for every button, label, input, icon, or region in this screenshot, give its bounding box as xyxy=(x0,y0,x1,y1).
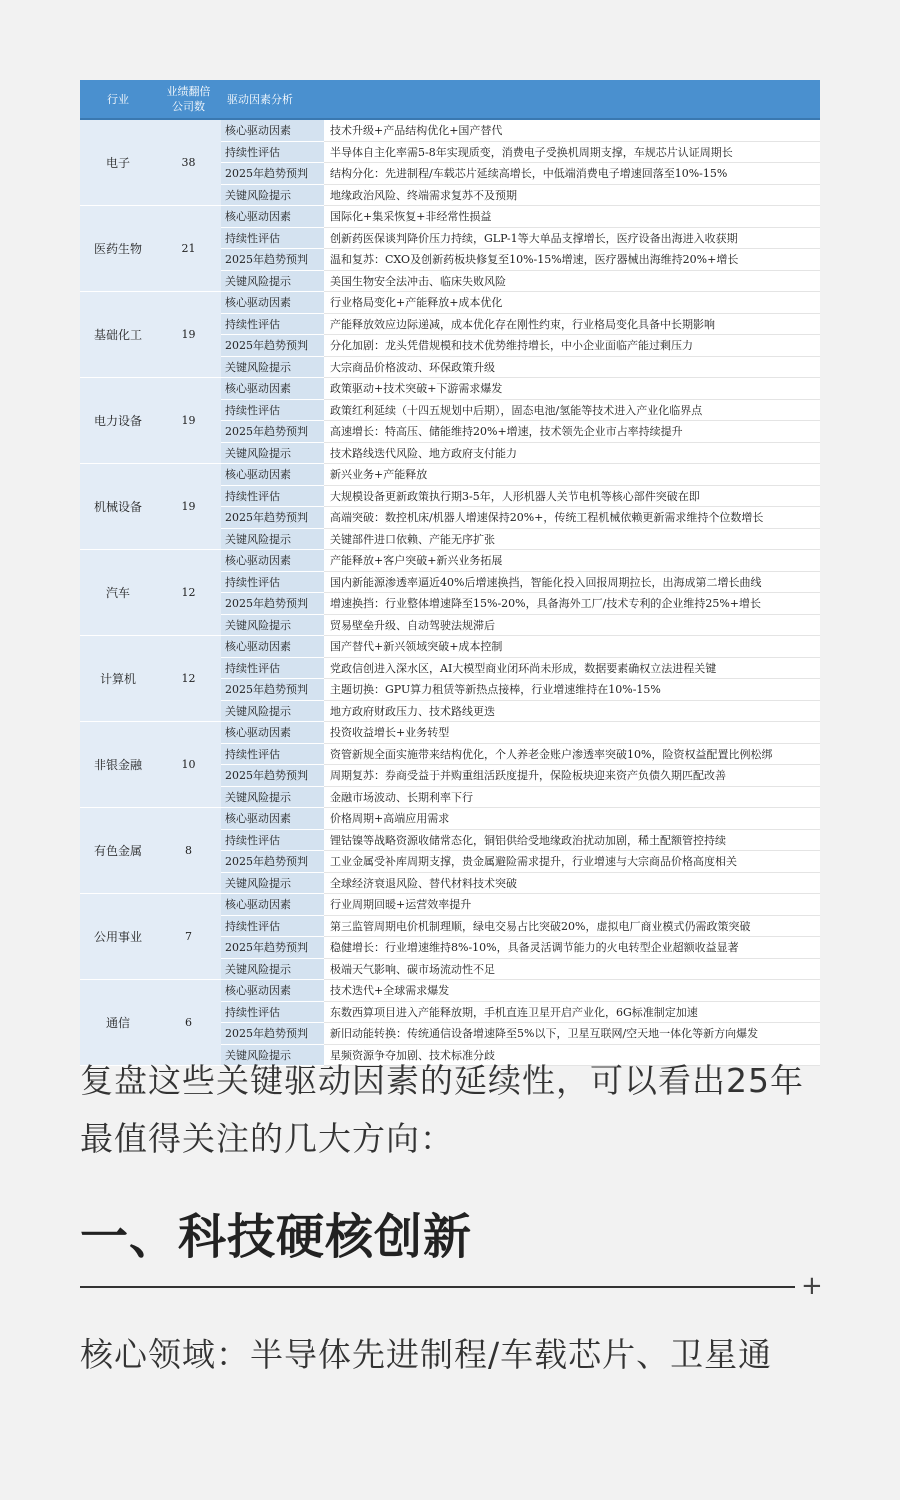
factor-label-cell: 2025年趋势预判 xyxy=(221,507,324,529)
factor-value-cell: 高速增长：特高压、储能维持20%+增速，技术领先企业市占率持续提升 xyxy=(324,421,820,443)
plus-icon: + xyxy=(801,1271,823,1301)
industry-cell: 电子 xyxy=(80,119,156,206)
factor-label-cell: 核心驱动因素 xyxy=(221,550,324,572)
table-row xyxy=(80,378,820,400)
driver-analysis-table xyxy=(80,80,820,1066)
header-count-line1: 业绩翻倍 xyxy=(166,85,211,98)
factor-label-cell: 2025年趋势预判 xyxy=(221,851,324,873)
factor-value-cell: 大规模设备更新政策执行期3-5年，人形机器人关节电机等核心部件突破在即 xyxy=(324,485,820,507)
table-row xyxy=(80,119,820,141)
factor-value-cell: 工业金属受补库周期支撑，贵金属避险需求提升，行业增速与大宗商品价格高度相关 xyxy=(324,851,820,873)
factor-value-cell: 产能释放+客户突破+新兴业务拓展 xyxy=(324,550,820,572)
factor-value-cell: 美国生物安全法冲击、临床失败风险 xyxy=(324,270,820,292)
factor-label-cell: 关键风险提示 xyxy=(221,700,324,722)
table-row xyxy=(80,722,820,744)
factor-label-cell: 持续性评估 xyxy=(221,743,324,765)
company-count-cell: 8 xyxy=(156,808,221,894)
factor-label-cell: 2025年趋势预判 xyxy=(221,335,324,357)
factor-label-cell: 持续性评估 xyxy=(221,571,324,593)
factor-label-cell: 持续性评估 xyxy=(221,227,324,249)
table-row xyxy=(80,808,820,830)
industry-cell: 机械设备 xyxy=(80,464,156,550)
factor-label-cell: 关键风险提示 xyxy=(221,528,324,550)
core-field-paragraph: 核心领域：半导体先进制程/车载芯片、卫星通 xyxy=(80,1335,773,1374)
factor-value-cell: 贸易壁垒升级、自动驾驶法规滞后 xyxy=(324,614,820,636)
industry-cell: 公用事业 xyxy=(80,894,156,980)
factor-label-cell: 核心驱动因素 xyxy=(221,980,324,1002)
factor-label-cell: 核心驱动因素 xyxy=(221,464,324,486)
factor-label-cell: 2025年趋势预判 xyxy=(221,1023,324,1045)
factor-label-cell: 2025年趋势预判 xyxy=(221,593,324,615)
factor-value-cell: 半导体自主化率需5-8年实现质变，消费电子受换机周期支撑，车规芯片认证周期长 xyxy=(324,141,820,163)
industry-cell: 电力设备 xyxy=(80,378,156,464)
factor-label-cell: 2025年趋势预判 xyxy=(221,249,324,271)
company-count-cell: 21 xyxy=(156,206,221,292)
header-industry: 行业 xyxy=(80,80,156,119)
company-count-cell: 12 xyxy=(156,550,221,636)
company-count-cell: 38 xyxy=(156,119,221,206)
factor-label-cell: 关键风险提示 xyxy=(221,614,324,636)
company-count-cell: 12 xyxy=(156,636,221,722)
factor-label-cell: 2025年趋势预判 xyxy=(221,679,324,701)
factor-label-cell: 关键风险提示 xyxy=(221,442,324,464)
factor-value-cell: 党政信创进入深水区，AI大模型商业闭环尚未形成，数据要素确权立法进程关键 xyxy=(324,657,820,679)
company-count-cell: 19 xyxy=(156,292,221,378)
company-count-cell: 10 xyxy=(156,722,221,808)
company-count-cell: 6 xyxy=(156,980,221,1066)
driver-analysis-table-image xyxy=(80,80,820,1062)
factor-value-cell: 周期复苏：券商受益于并购重组活跃度提升，保险板块迎来资产负债久期匹配改善 xyxy=(324,765,820,787)
table-row xyxy=(80,550,820,572)
section-divider xyxy=(80,1286,795,1288)
factor-value-cell: 锂钴镍等战略资源收储常态化，铜铝供给受地缘政治扰动加剧，稀土配额管控持续 xyxy=(324,829,820,851)
factor-label-cell: 持续性评估 xyxy=(221,657,324,679)
factor-value-cell: 国内新能源渗透率逼近40%后增速换挡，智能化投入回报周期拉长，出海成第二增长曲线 xyxy=(324,571,820,593)
factor-value-cell: 技术升级+产品结构优化+国产替代 xyxy=(324,119,820,141)
factor-label-cell: 关键风险提示 xyxy=(221,1044,324,1066)
factor-label-cell: 关键风险提示 xyxy=(221,958,324,980)
factor-label-cell: 关键风险提示 xyxy=(221,270,324,292)
table-header xyxy=(80,80,820,119)
industry-cell: 汽车 xyxy=(80,550,156,636)
factor-value-cell: 资管新规全面实施带来结构优化，个人养老金账户渗透率突破10%，险资权益配置比例松绑 xyxy=(324,743,820,765)
factor-value-cell: 全球经济衰退风险、替代材料技术突破 xyxy=(324,872,820,894)
factor-label-cell: 持续性评估 xyxy=(221,1001,324,1023)
factor-label-cell: 2025年趋势预判 xyxy=(221,163,324,185)
factor-label-cell: 2025年趋势预判 xyxy=(221,765,324,787)
factor-value-cell: 投资收益增长+业务转型 xyxy=(324,722,820,744)
factor-value-cell: 行业周期回暖+运营效率提升 xyxy=(324,894,820,916)
factor-value-cell: 稳健增长：行业增速维持8%-10%，具备灵活调节能力的火电转型企业超额收益显著 xyxy=(324,937,820,959)
factor-value-cell: 国际化+集采恢复+非经常性损益 xyxy=(324,206,820,228)
factor-label-cell: 关键风险提示 xyxy=(221,872,324,894)
factor-label-cell: 持续性评估 xyxy=(221,141,324,163)
factor-value-cell: 增速换挡：行业整体增速降至15%-20%，具备海外工厂/技术专利的企业维持25%+增长 xyxy=(324,593,820,615)
industry-cell: 医药生物 xyxy=(80,206,156,292)
factor-value-cell: 地方政府财政压力、技术路线更迭 xyxy=(324,700,820,722)
header-drivers: 驱动因素分析 xyxy=(221,80,820,119)
factor-label-cell: 核心驱动因素 xyxy=(221,894,324,916)
industry-cell: 计算机 xyxy=(80,636,156,722)
factor-value-cell: 地缘政治风险、终端需求复苏不及预期 xyxy=(324,184,820,206)
factor-value-cell: 温和复苏：CXO及创新药板块修复至10%-15%增速，医疗器械出海维持20%+增长 xyxy=(324,249,820,271)
factor-value-cell: 创新药医保谈判降价压力持续，GLP-1等大单品支撑增长，医疗设备出海进入收获期 xyxy=(324,227,820,249)
factor-label-cell: 持续性评估 xyxy=(221,485,324,507)
factor-label-cell: 核心驱动因素 xyxy=(221,292,324,314)
factor-value-cell: 产能释放效应边际递减，成本优化存在刚性约束，行业格局变化具备中长期影响 xyxy=(324,313,820,335)
table-body xyxy=(80,119,820,1066)
factor-label-cell: 核心驱动因素 xyxy=(221,636,324,658)
factor-label-cell: 核心驱动因素 xyxy=(221,378,324,400)
factor-value-cell: 国产替代+新兴领域突破+成本控制 xyxy=(324,636,820,658)
section-heading: 一、科技硬核创新 xyxy=(80,1209,473,1265)
factor-value-cell: 结构分化：先进制程/车载芯片延续高增长，中低端消费电子增速回落至10%-15% xyxy=(324,163,820,185)
factor-value-cell: 金融市场波动、长期利率下行 xyxy=(324,786,820,808)
factor-label-cell: 2025年趋势预判 xyxy=(221,421,324,443)
factor-label-cell: 关键风险提示 xyxy=(221,356,324,378)
factor-value-cell: 政策驱动+技术突破+下游需求爆发 xyxy=(324,378,820,400)
table-row xyxy=(80,292,820,314)
table-row xyxy=(80,464,820,486)
factor-value-cell: 东数西算项目进入产能释放期，手机直连卫星开启产业化，6G标准制定加速 xyxy=(324,1001,820,1023)
industry-cell: 通信 xyxy=(80,980,156,1066)
header-count-line2: 公司数 xyxy=(172,100,205,113)
factor-label-cell: 核心驱动因素 xyxy=(221,119,324,141)
factor-value-cell: 主题切换：GPU算力租赁等新热点接棒，行业增速维持在10%-15% xyxy=(324,679,820,701)
factor-label-cell: 核心驱动因素 xyxy=(221,722,324,744)
factor-value-cell: 高端突破：数控机床/机器人增速保持20%+，传统工程机械依赖更新需求维持个位数增长 xyxy=(324,507,820,529)
factor-value-cell: 价格周期+高端应用需求 xyxy=(324,808,820,830)
table-row xyxy=(80,636,820,658)
factor-value-cell: 关键部件进口依赖、产能无序扩张 xyxy=(324,528,820,550)
factor-label-cell: 2025年趋势预判 xyxy=(221,937,324,959)
company-count-cell: 19 xyxy=(156,378,221,464)
factor-label-cell: 核心驱动因素 xyxy=(221,808,324,830)
table-row xyxy=(80,894,820,916)
factor-label-cell: 持续性评估 xyxy=(221,915,324,937)
factor-value-cell: 极端天气影响、碳市场流动性不足 xyxy=(324,958,820,980)
factor-value-cell: 技术路线迭代风险、地方政府支付能力 xyxy=(324,442,820,464)
factor-value-cell: 大宗商品价格波动、环保政策升级 xyxy=(324,356,820,378)
factor-label-cell: 持续性评估 xyxy=(221,399,324,421)
summary-paragraph: 复盘这些关键驱动因素的延续性，可以看出25年最值得关注的几大方向： xyxy=(80,1061,804,1158)
factor-value-cell: 政策红利延续（十四五规划中后期），固态电池/氢能等技术进入产业化临界点 xyxy=(324,399,820,421)
factor-label-cell: 持续性评估 xyxy=(221,829,324,851)
factor-value-cell: 星频资源争夺加剧、技术标准分歧 xyxy=(324,1044,820,1066)
factor-value-cell: 分化加剧：龙头凭借规模和技术优势维持增长，中小企业面临产能过剩压力 xyxy=(324,335,820,357)
industry-cell: 非银金融 xyxy=(80,722,156,808)
table-row xyxy=(80,980,820,1002)
industry-cell: 基础化工 xyxy=(80,292,156,378)
factor-value-cell: 行业格局变化+产能释放+成本优化 xyxy=(324,292,820,314)
industry-cell: 有色金属 xyxy=(80,808,156,894)
factor-label-cell: 核心驱动因素 xyxy=(221,206,324,228)
factor-label-cell: 关键风险提示 xyxy=(221,184,324,206)
factor-label-cell: 持续性评估 xyxy=(221,313,324,335)
factor-label-cell: 关键风险提示 xyxy=(221,786,324,808)
factor-value-cell: 新兴业务+产能释放 xyxy=(324,464,820,486)
factor-value-cell: 技术迭代+全球需求爆发 xyxy=(324,980,820,1002)
company-count-cell: 19 xyxy=(156,464,221,550)
factor-value-cell: 新旧动能转换：传统通信设备增速降至5%以下，卫星互联网/空天地一体化等新方向爆发 xyxy=(324,1023,820,1045)
header-company-count xyxy=(156,80,221,119)
company-count-cell: 7 xyxy=(156,894,221,980)
table-row xyxy=(80,206,820,228)
factor-value-cell: 第三监管周期电价机制理顺，绿电交易占比突破20%，虚拟电厂商业模式仍需政策突破 xyxy=(324,915,820,937)
